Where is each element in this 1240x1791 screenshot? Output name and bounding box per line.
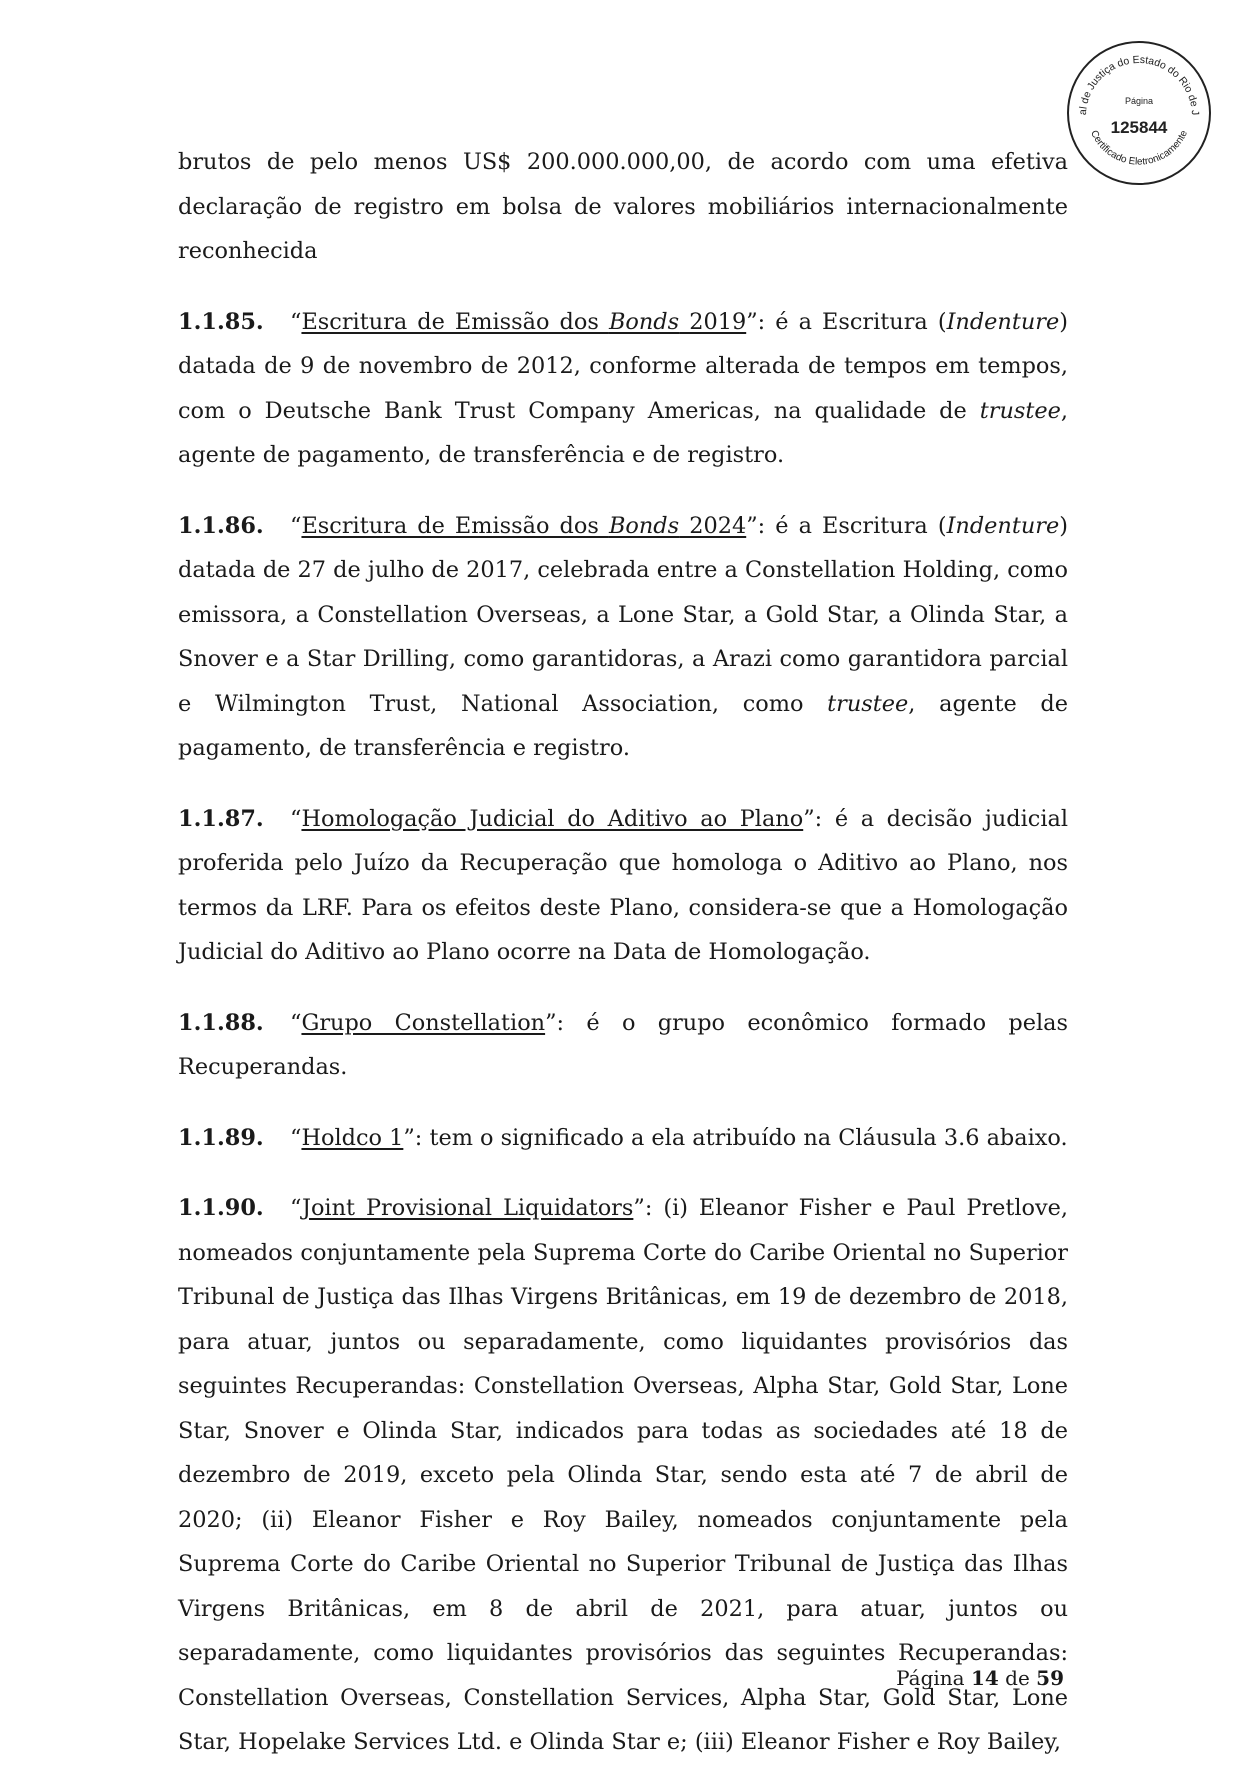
open-quote: “ [290,1124,302,1151]
defined-term: Grupo Constellation [301,1009,546,1036]
defined-term: Joint Provisional Liquidators [301,1195,634,1221]
clause-text: ”: é a Escritura (Indenture) datada de 9 de novembro de 2012, conforme alterada de tempos em tempos, com o Deutsche Bank Trust Company Americas, na qualidade de trustee, agente de pagamento, de transferência e de registro. [178,308,1068,468]
defined-term: Escritura de Emissão dos Bonds 2024 [301,512,747,539]
clause-1-1-88 [178,1001,1068,1090]
clause-1-1-89 [178,1116,1068,1161]
stamp-top-text: al de Justiça do Estado do Rio de J [1076,53,1202,116]
clause-number: 1.1.89. [178,1124,264,1151]
clause-number: 1.1.87. [178,805,264,832]
page-footer [896,1666,1064,1690]
open-quote: “ [290,1195,302,1221]
defined-term: Homologação Judicial do Aditivo ao Plano [301,805,804,832]
stamp-page-label: Página [1124,96,1154,106]
footer-current-page: 14 [970,1666,999,1690]
clause-text: ”: é o grupo econômico formado pelas Recuperandas. [178,1009,1068,1080]
clause-text: ”: é a Escritura (Indenture) datada de 27 de julho de 2017, celebrada entre a Constellation Holding, como emissora, a Constellation Overseas, a Lone Star, a Gold Star, a Olinda Star, a Snover e a Star Drilling, como garantidoras, a Arazi como garantidora parcial e Wilmington Trust, National Association, como trustee, agente de pagamento, de transferência e registro. [178,512,1068,761]
clause-1-1-85 [178,300,1068,478]
footer-separator: de [1005,1666,1030,1690]
stamp-seal-icon [1064,38,1214,188]
clause-1-1-86 [178,504,1068,771]
clause-text: ”: tem o significado a ela atribuído na Cláusula 3.6 abaixo. [403,1124,1068,1151]
court-stamp [1064,38,1214,188]
clause-number: 1.1.85. [178,308,264,335]
clause-text: ”: (i) Eleanor Fisher e Paul Pretlove, nomeados conjuntamente pela Suprema Corte do Caribe Oriental no Superior Tribunal de Justiça das Ilhas Virgens Britânicas, em 19 de dezembro de 2018, para atuar, juntos ou separadamente, como liquidantes provisórios das seguintes Recuperandas: Constellation Overseas, Alpha Star, Gold Star, Lone Star, Snover e Olinda Star, indicados para todas as sociedades até 18 de dezembro de 2019, exceto pela Olinda Star, sendo esta até 7 de abril de 2020; (ii) Eleanor Fisher e Roy Bailey, nomeados conjuntamente pela Suprema Corte do Caribe Oriental no Superior Tribunal de Justiça das Ilhas Virgens Britânicas, em 8 de abril de 2021, para atuar, juntos ou separadamente, como liquidantes provisórios das seguintes Recuperandas: Constellation Overseas, Constellation Services, Alpha Star, Gold Star, Lone Star, Hopelake Services Ltd. e Olinda Star e; (iii) Eleanor Fisher e Roy Bailey, [178,1195,1068,1755]
clause-number: 1.1.88. [178,1009,264,1036]
open-quote: “ [290,308,302,335]
clause-text: ”: é a decisão judicial proferida pelo Juízo da Recuperação que homologa o Aditivo ao Plano, nos termos da LRF. Para os efeitos deste Plano, considera-se que a Homologação Judicial do Aditivo ao Plano ocorre na Data de Homologação. [178,805,1068,965]
footer-label: Página [896,1666,965,1690]
open-quote: “ [290,512,302,539]
document-body [178,140,1068,1791]
stamp-bottom-text: Certificado Eletronicamente [1088,128,1190,168]
clause-number: 1.1.90. [178,1195,264,1221]
paragraph-continuation: brutos de pelo menos US$ 200.000.000,00, de acordo com uma efetiva declaração de registro em bolsa de valores mobiliários internacionalmente reconhecida [178,149,1068,264]
open-quote: “ [290,1009,302,1036]
stamp-page-number: 125844 [1110,118,1168,137]
open-quote: “ [290,805,302,832]
footer-total-pages: 59 [1036,1666,1064,1690]
clause-1-1-87 [178,797,1068,975]
defined-term: Holdco 1 [301,1124,404,1151]
clause-number: 1.1.86. [178,512,264,539]
defined-term: Escritura de Emissão dos Bonds 2019 [301,308,747,335]
